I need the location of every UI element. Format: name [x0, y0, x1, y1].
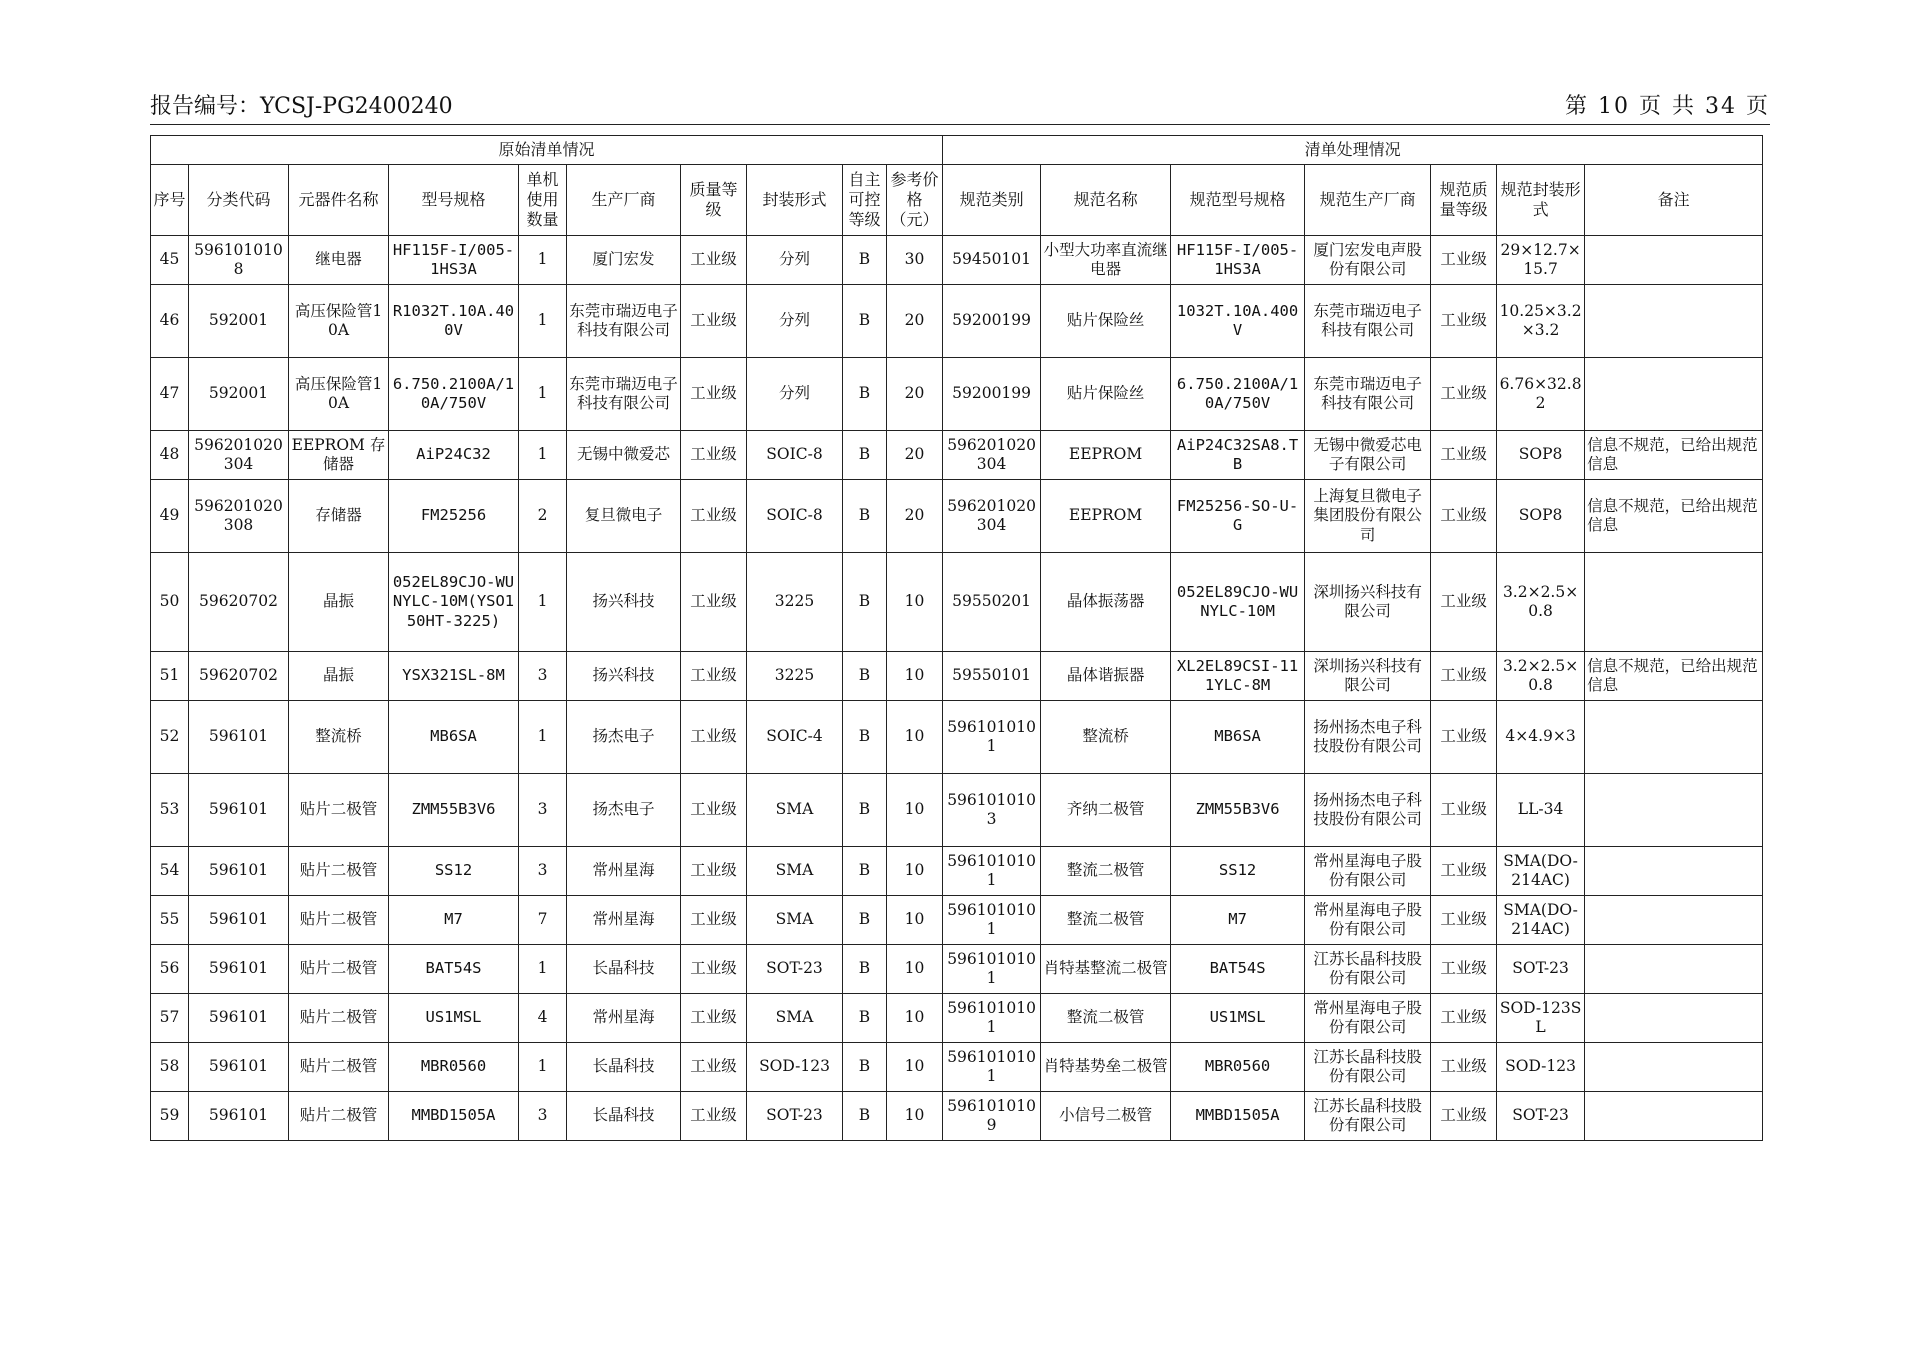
table-cell: 江苏长晶科技股份有限公司: [1305, 1043, 1431, 1092]
table-cell: SMA: [747, 896, 843, 945]
table-cell: MBR0560: [1171, 1043, 1305, 1092]
table-cell: 扬州扬杰电子科技股份有限公司: [1305, 701, 1431, 774]
table-cell: B: [843, 774, 887, 847]
table-cell: 592001: [189, 285, 289, 358]
table-cell: SOT-23: [747, 1092, 843, 1141]
table-cell: 3.2×2.5×0.8: [1497, 553, 1585, 652]
table-cell: 10: [887, 847, 943, 896]
table-cell: 整流二极管: [1041, 994, 1171, 1043]
table-cell: 10: [887, 553, 943, 652]
table-cell: 常州星海电子股份有限公司: [1305, 896, 1431, 945]
table-cell: YSX321SL-8M: [389, 652, 519, 701]
table-cell: 596101: [189, 847, 289, 896]
column-header: 型号规格: [389, 165, 519, 236]
table-cell: MMBD1505A: [389, 1092, 519, 1141]
table-cell: 工业级: [1431, 480, 1497, 553]
table-cell: EEPROM: [1041, 480, 1171, 553]
page-indicator: 第 10 页 共 34 页: [1565, 94, 1770, 119]
table-cell: 高压保险管10A: [289, 358, 389, 431]
table-cell: 小型大功率直流继电器: [1041, 236, 1171, 285]
table-cell: XL2EL89CSI-111YLC-8M: [1171, 652, 1305, 701]
table-cell: 59: [151, 1092, 189, 1141]
table-cell: SS12: [1171, 847, 1305, 896]
report-number: 报告编号：YCSJ-PG2400240: [150, 94, 453, 119]
table-cell: SMA(DO-214AC): [1497, 896, 1585, 945]
column-header: 封装形式: [747, 165, 843, 236]
table-cell: 59200199: [943, 285, 1041, 358]
table-cell: SMA: [747, 774, 843, 847]
table-cell: 3: [519, 652, 567, 701]
table-cell: 6.750.2100A/10A/750V: [1171, 358, 1305, 431]
table-cell: 5961010101: [943, 847, 1041, 896]
table-cell: [1585, 945, 1763, 994]
table-cell: 596101: [189, 774, 289, 847]
table-cell: 596201020304: [189, 431, 289, 480]
table-cell: 3225: [747, 553, 843, 652]
table-cell: SMA(DO-214AC): [1497, 847, 1585, 896]
table-row: [151, 431, 1763, 480]
table-cell: 5961010101: [943, 1043, 1041, 1092]
table-cell: B: [843, 847, 887, 896]
table-cell: SMA: [747, 847, 843, 896]
table-cell: 东莞市瑞迈电子科技有限公司: [1305, 285, 1431, 358]
group-header-processed: 清单处理情况: [943, 136, 1763, 165]
table-cell: 贴片二极管: [289, 847, 389, 896]
table-cell: 整流桥: [1041, 701, 1171, 774]
table-cell: [1585, 285, 1763, 358]
table-cell: 3: [519, 1092, 567, 1141]
table-cell: 存储器: [289, 480, 389, 553]
table-cell: 596101: [189, 1043, 289, 1092]
table-cell: US1MSL: [1171, 994, 1305, 1043]
table-cell: 工业级: [1431, 847, 1497, 896]
table-cell: 小信号二极管: [1041, 1092, 1171, 1141]
table-cell: SMA: [747, 994, 843, 1043]
table-cell: B: [843, 431, 887, 480]
group-header-original: 原始清单情况: [151, 136, 943, 165]
column-header: 自主可控等级: [843, 165, 887, 236]
table-cell: 596201020304: [943, 480, 1041, 553]
table-cell: MB6SA: [1171, 701, 1305, 774]
column-header: 规范型号规格: [1171, 165, 1305, 236]
table-cell: [1585, 774, 1763, 847]
table-cell: [1585, 847, 1763, 896]
table-cell: 扬兴科技: [567, 652, 681, 701]
table-cell: SOT-23: [1497, 1092, 1585, 1141]
table-cell: 10: [887, 1043, 943, 1092]
table-cell: 工业级: [1431, 896, 1497, 945]
table-cell: 6.76×32.82: [1497, 358, 1585, 431]
table-row: [151, 847, 1763, 896]
table-cell: 29×12.7×15.7: [1497, 236, 1585, 285]
table-cell: B: [843, 480, 887, 553]
table-cell: HF115F-I/005-1HS3A: [1171, 236, 1305, 285]
table-cell: LL-34: [1497, 774, 1585, 847]
table-cell: SOP8: [1497, 431, 1585, 480]
table-cell: [1585, 358, 1763, 431]
table-cell: 工业级: [681, 1092, 747, 1141]
table-cell: SOD-123SL: [1497, 994, 1585, 1043]
table-cell: 3.2×2.5×0.8: [1497, 652, 1585, 701]
column-header: 元器件名称: [289, 165, 389, 236]
table-row: [151, 994, 1763, 1043]
table-cell: 工业级: [1431, 1043, 1497, 1092]
table-cell: 信息不规范，已给出规范信息: [1585, 480, 1763, 553]
column-header: 规范封装形式: [1497, 165, 1585, 236]
table-cell: 5961010103: [943, 774, 1041, 847]
table-cell: B: [843, 945, 887, 994]
table-cell: 晶振: [289, 553, 389, 652]
table-cell: 深圳扬兴科技有限公司: [1305, 553, 1431, 652]
table-row: [151, 480, 1763, 553]
table-cell: B: [843, 896, 887, 945]
table-cell: 10: [887, 994, 943, 1043]
table-cell: 052EL89CJO-WUNYLC-10M(YSO150HT-3225): [389, 553, 519, 652]
table-cell: 工业级: [1431, 701, 1497, 774]
table-cell: [1585, 1092, 1763, 1141]
table-row: [151, 358, 1763, 431]
table-cell: 596101: [189, 701, 289, 774]
table-cell: 3: [519, 847, 567, 896]
table-cell: 5961010101: [943, 945, 1041, 994]
table-cell: SS12: [389, 847, 519, 896]
column-header: 单机使用数量: [519, 165, 567, 236]
table-cell: 30: [887, 236, 943, 285]
table-cell: 厦门宏发: [567, 236, 681, 285]
table-cell: 贴片二极管: [289, 896, 389, 945]
table-cell: 1: [519, 236, 567, 285]
table-cell: 长晶科技: [567, 1092, 681, 1141]
component-list-table: [150, 135, 1763, 1141]
table-cell: B: [843, 701, 887, 774]
table-cell: 工业级: [681, 774, 747, 847]
table-cell: 贴片二极管: [289, 994, 389, 1043]
table-cell: 6.750.2100A/10A/750V: [389, 358, 519, 431]
table-cell: 5961010109: [943, 1092, 1041, 1141]
table-cell: 晶振: [289, 652, 389, 701]
table-cell: 整流二极管: [1041, 896, 1171, 945]
table-cell: 10: [887, 652, 943, 701]
table-cell: 肖特基势垒二极管: [1041, 1043, 1171, 1092]
table-cell: 信息不规范，已给出规范信息: [1585, 652, 1763, 701]
table-cell: 整流二极管: [1041, 847, 1171, 896]
table-cell: 工业级: [681, 285, 747, 358]
table-cell: EEPROM: [1041, 431, 1171, 480]
table-cell: 工业级: [681, 847, 747, 896]
table-cell: SOIC-4: [747, 701, 843, 774]
table-cell: 无锡中微爱芯电子有限公司: [1305, 431, 1431, 480]
table-cell: 1: [519, 285, 567, 358]
table-cell: 工业级: [1431, 236, 1497, 285]
column-header-row: [151, 165, 1763, 236]
table-cell: 贴片保险丝: [1041, 358, 1171, 431]
table-cell: [1585, 553, 1763, 652]
table-cell: 5961010108: [189, 236, 289, 285]
table-cell: 工业级: [1431, 774, 1497, 847]
table-cell: M7: [389, 896, 519, 945]
report-header: [150, 88, 1770, 125]
table-cell: 工业级: [1431, 285, 1497, 358]
table-cell: 江苏长晶科技股份有限公司: [1305, 945, 1431, 994]
table-cell: ZMM55B3V6: [1171, 774, 1305, 847]
table-row: [151, 774, 1763, 847]
column-header: 生产厂商: [567, 165, 681, 236]
table-cell: 48: [151, 431, 189, 480]
table-cell: 分列: [747, 236, 843, 285]
table-cell: 工业级: [1431, 1092, 1497, 1141]
table-row: [151, 945, 1763, 994]
table-cell: 3: [519, 774, 567, 847]
table-cell: 1: [519, 553, 567, 652]
table-cell: 52: [151, 701, 189, 774]
table-cell: 工业级: [681, 431, 747, 480]
table-cell: 10.25×3.2×3.2: [1497, 285, 1585, 358]
column-header: 规范名称: [1041, 165, 1171, 236]
table-cell: 46: [151, 285, 189, 358]
table-cell: 59620702: [189, 652, 289, 701]
table-cell: 肖特基整流二极管: [1041, 945, 1171, 994]
table-cell: 10: [887, 896, 943, 945]
table-cell: 上海复旦微电子集团股份有限公司: [1305, 480, 1431, 553]
table-cell: 分列: [747, 285, 843, 358]
table-cell: 1: [519, 431, 567, 480]
table-cell: B: [843, 994, 887, 1043]
table-cell: 晶体谐振器: [1041, 652, 1171, 701]
table-cell: 10: [887, 945, 943, 994]
table-cell: B: [843, 236, 887, 285]
column-header: 规范质量等级: [1431, 165, 1497, 236]
table-cell: 工业级: [1431, 994, 1497, 1043]
table-cell: 59620702: [189, 553, 289, 652]
table-cell: 2: [519, 480, 567, 553]
table-cell: 长晶科技: [567, 945, 681, 994]
table-cell: SOD-123: [747, 1043, 843, 1092]
table-cell: 3225: [747, 652, 843, 701]
column-header: 规范类别: [943, 165, 1041, 236]
table-cell: FM25256-SO-U-G: [1171, 480, 1305, 553]
table-cell: B: [843, 652, 887, 701]
table-cell: 5961010101: [943, 994, 1041, 1043]
table-cell: HF115F-I/005-1HS3A: [389, 236, 519, 285]
table-cell: 596101: [189, 1092, 289, 1141]
column-header: 备注: [1585, 165, 1763, 236]
table-cell: 49: [151, 480, 189, 553]
table-cell: B: [843, 285, 887, 358]
table-cell: SOT-23: [747, 945, 843, 994]
table-cell: 常州星海: [567, 847, 681, 896]
table-cell: 592001: [189, 358, 289, 431]
table-cell: 工业级: [681, 1043, 747, 1092]
table-cell: 工业级: [681, 896, 747, 945]
table-cell: 工业级: [1431, 553, 1497, 652]
table-cell: SOP8: [1497, 480, 1585, 553]
table-cell: 工业级: [681, 480, 747, 553]
table-cell: 东莞市瑞迈电子科技有限公司: [567, 285, 681, 358]
table-cell: 59450101: [943, 236, 1041, 285]
table-cell: 工业级: [1431, 358, 1497, 431]
table-row: [151, 701, 1763, 774]
table-body: [151, 236, 1763, 1141]
table-cell: 东莞市瑞迈电子科技有限公司: [1305, 358, 1431, 431]
table-cell: 工业级: [681, 358, 747, 431]
table-cell: 江苏长晶科技股份有限公司: [1305, 1092, 1431, 1141]
table-cell: 工业级: [1431, 431, 1497, 480]
table-cell: BAT54S: [1171, 945, 1305, 994]
table-cell: 20: [887, 358, 943, 431]
table-cell: FM25256: [389, 480, 519, 553]
table-row: [151, 1043, 1763, 1092]
table-cell: 常州星海: [567, 896, 681, 945]
table-cell: 47: [151, 358, 189, 431]
table-cell: MBR0560: [389, 1043, 519, 1092]
table-cell: 厦门宏发电声股份有限公司: [1305, 236, 1431, 285]
table-cell: [1585, 236, 1763, 285]
table-cell: 20: [887, 285, 943, 358]
table-cell: 常州星海: [567, 994, 681, 1043]
table-cell: M7: [1171, 896, 1305, 945]
table-cell: 10: [887, 1092, 943, 1141]
column-header: 规范生产厂商: [1305, 165, 1431, 236]
table-cell: 分列: [747, 358, 843, 431]
table-cell: EEPROM 存储器: [289, 431, 389, 480]
table-cell: 贴片二极管: [289, 1092, 389, 1141]
table-cell: 继电器: [289, 236, 389, 285]
table-cell: 扬杰电子: [567, 701, 681, 774]
table-row: [151, 652, 1763, 701]
table-cell: [1585, 896, 1763, 945]
table-cell: 51: [151, 652, 189, 701]
table-cell: 20: [887, 431, 943, 480]
table-cell: B: [843, 1092, 887, 1141]
column-header: 分类代码: [189, 165, 289, 236]
table-cell: 53: [151, 774, 189, 847]
table-row: [151, 285, 1763, 358]
table-cell: 整流桥: [289, 701, 389, 774]
table-cell: 无锡中微爱芯: [567, 431, 681, 480]
table-cell: 1: [519, 358, 567, 431]
table-cell: 高压保险管10A: [289, 285, 389, 358]
table-cell: 扬杰电子: [567, 774, 681, 847]
table-cell: 5961010101: [943, 701, 1041, 774]
table-cell: 1032T.10A.400V: [1171, 285, 1305, 358]
table-cell: B: [843, 1043, 887, 1092]
table-cell: ZMM55B3V6: [389, 774, 519, 847]
table-cell: 59200199: [943, 358, 1041, 431]
table-cell: 晶体振荡器: [1041, 553, 1171, 652]
table-cell: 4×4.9×3: [1497, 701, 1585, 774]
table-cell: 深圳扬兴科技有限公司: [1305, 652, 1431, 701]
table-cell: 工业级: [681, 994, 747, 1043]
table-cell: 工业级: [681, 701, 747, 774]
table-cell: [1585, 1043, 1763, 1092]
table-cell: SOIC-8: [747, 431, 843, 480]
column-header: 质量等级: [681, 165, 747, 236]
table-cell: MB6SA: [389, 701, 519, 774]
table-cell: 57: [151, 994, 189, 1043]
table-cell: 贴片二极管: [289, 945, 389, 994]
table-cell: 齐纳二极管: [1041, 774, 1171, 847]
table-cell: 7: [519, 896, 567, 945]
table-cell: 工业级: [681, 652, 747, 701]
table-cell: 596201020308: [189, 480, 289, 553]
table-cell: 工业级: [1431, 652, 1497, 701]
table-cell: 工业级: [1431, 945, 1497, 994]
table-cell: 工业级: [681, 236, 747, 285]
table-cell: [1585, 994, 1763, 1043]
table-cell: 复旦微电子: [567, 480, 681, 553]
table-cell: 59550201: [943, 553, 1041, 652]
table-cell: 1: [519, 1043, 567, 1092]
table-cell: B: [843, 358, 887, 431]
table-cell: SOT-23: [1497, 945, 1585, 994]
table-cell: 4: [519, 994, 567, 1043]
table-cell: 59550101: [943, 652, 1041, 701]
column-header: 序号: [151, 165, 189, 236]
table-cell: 长晶科技: [567, 1043, 681, 1092]
table-cell: 扬州扬杰电子科技股份有限公司: [1305, 774, 1431, 847]
table-cell: 596101: [189, 945, 289, 994]
table-cell: 20: [887, 480, 943, 553]
table-cell: 工业级: [681, 945, 747, 994]
table-cell: 1: [519, 945, 567, 994]
table-cell: 596101: [189, 896, 289, 945]
table-cell: 贴片保险丝: [1041, 285, 1171, 358]
table-cell: 5961010101: [943, 896, 1041, 945]
table-cell: 东莞市瑞迈电子科技有限公司: [567, 358, 681, 431]
table-cell: 50: [151, 553, 189, 652]
table-row: [151, 553, 1763, 652]
table-cell: 贴片二极管: [289, 1043, 389, 1092]
table-cell: 1: [519, 701, 567, 774]
table-cell: 596201020304: [943, 431, 1041, 480]
table-cell: BAT54S: [389, 945, 519, 994]
table-cell: 56: [151, 945, 189, 994]
table-cell: 常州星海电子股份有限公司: [1305, 847, 1431, 896]
table-cell: SOD-123: [1497, 1043, 1585, 1092]
table-cell: 10: [887, 774, 943, 847]
table-row: [151, 896, 1763, 945]
table-cell: [1585, 701, 1763, 774]
table-cell: MMBD1505A: [1171, 1092, 1305, 1141]
table-cell: US1MSL: [389, 994, 519, 1043]
table-cell: B: [843, 553, 887, 652]
table-cell: 45: [151, 236, 189, 285]
table-cell: 工业级: [681, 553, 747, 652]
table-row: [151, 1092, 1763, 1141]
table-cell: R1032T.10A.400V: [389, 285, 519, 358]
table-cell: 扬兴科技: [567, 553, 681, 652]
table-cell: AiP24C32SA8.TB: [1171, 431, 1305, 480]
table-cell: 052EL89CJO-WUNYLC-10M: [1171, 553, 1305, 652]
table-cell: 10: [887, 701, 943, 774]
column-header: 参考价格（元）: [887, 165, 943, 236]
table-cell: 贴片二极管: [289, 774, 389, 847]
table-cell: AiP24C32: [389, 431, 519, 480]
table-cell: SOIC-8: [747, 480, 843, 553]
table-cell: 54: [151, 847, 189, 896]
table-cell: 55: [151, 896, 189, 945]
table-cell: 常州星海电子股份有限公司: [1305, 994, 1431, 1043]
table-cell: 596101: [189, 994, 289, 1043]
table-cell: 信息不规范，已给出规范信息: [1585, 431, 1763, 480]
table-cell: 58: [151, 1043, 189, 1092]
table-row: [151, 236, 1763, 285]
